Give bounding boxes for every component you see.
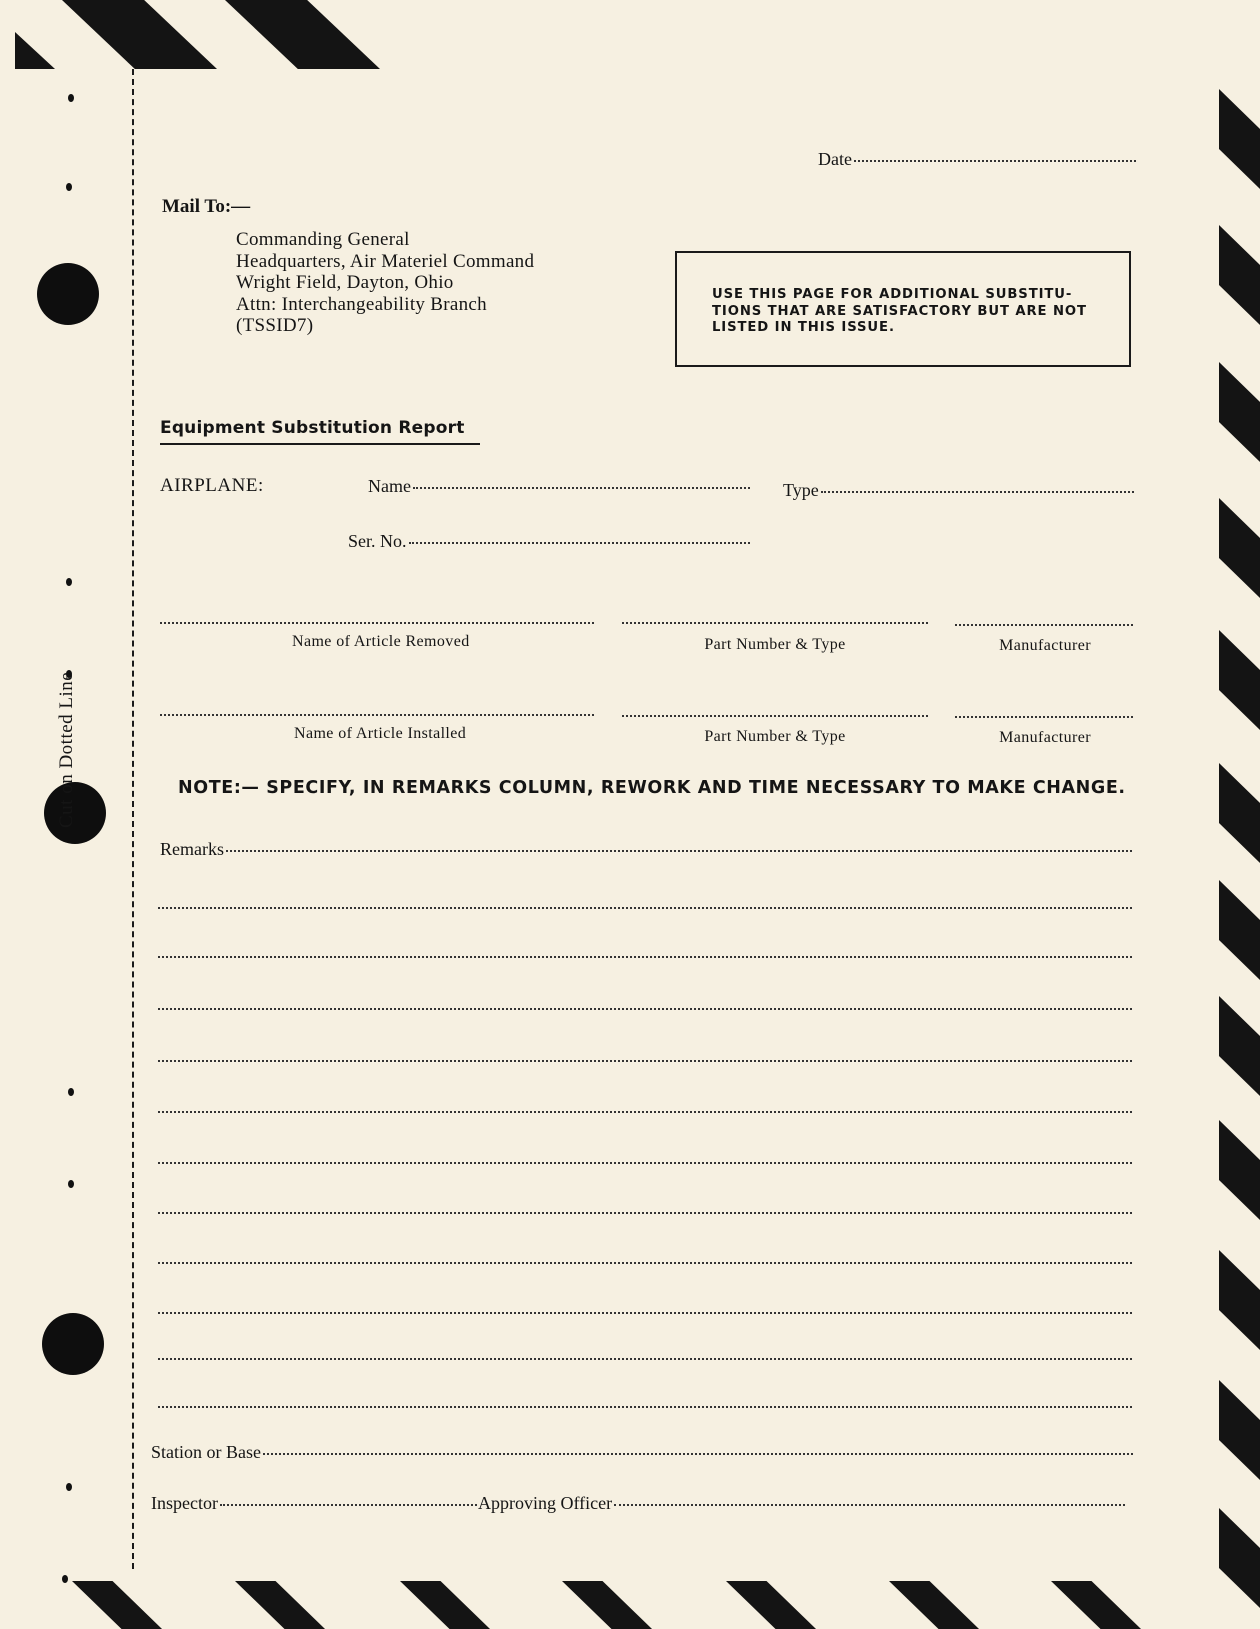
type-input-line[interactable] xyxy=(821,491,1134,493)
hatch-stripe-right xyxy=(1219,1250,1260,1350)
remarks-input-line[interactable] xyxy=(158,907,1132,909)
approving-officer-field[interactable] xyxy=(478,1493,1125,1514)
hatch-stripe-right xyxy=(1219,1380,1260,1480)
report-title: Equipment Substitution Report xyxy=(160,418,480,445)
mail-to-heading: Mail To:— xyxy=(162,196,251,217)
address-line: Headquarters, Air Materiel Command xyxy=(236,250,535,272)
hatch-stripe-right xyxy=(1219,225,1260,325)
remarks-input-line[interactable] xyxy=(158,1212,1132,1214)
hatch-stripe-bottom xyxy=(235,1581,325,1629)
date-input-line[interactable] xyxy=(854,160,1136,162)
date-field[interactable] xyxy=(818,149,1136,170)
remarks-input-line[interactable] xyxy=(226,850,1132,852)
notice-line: USE THIS PAGE FOR ADDITIONAL SUBSTITU- xyxy=(712,287,1073,302)
name-label: Name xyxy=(368,476,411,496)
remarks-input-line[interactable] xyxy=(158,956,1132,958)
ser-no-label: Ser. No. xyxy=(348,531,407,551)
installed-part-caption: Part Number & Type xyxy=(704,728,846,745)
removed-manufacturer-input-line[interactable] xyxy=(955,624,1133,626)
removed-part-input-line[interactable] xyxy=(622,622,928,624)
hatch-stripe-bottom xyxy=(72,1581,162,1629)
remarks-input-line[interactable] xyxy=(158,1060,1132,1062)
address-line: Attn: Interchangeability Branch xyxy=(236,293,487,315)
hatch-stripe-bottom xyxy=(1051,1581,1141,1629)
ser-no-input-line[interactable] xyxy=(409,542,751,544)
remarks-input-line[interactable] xyxy=(158,1358,1132,1360)
speck xyxy=(66,1483,72,1491)
hatch-stripe-right xyxy=(1219,498,1260,598)
instruction-notice-box xyxy=(675,251,1131,367)
inspector-label: Inspector xyxy=(151,1493,218,1513)
installed-manufacturer-caption: Manufacturer xyxy=(999,729,1091,746)
remarks-input-line[interactable] xyxy=(158,1162,1132,1164)
speck xyxy=(62,1575,68,1583)
approving-officer-label: Approving Officer xyxy=(478,1493,613,1513)
speck xyxy=(68,1088,74,1096)
binder-hole xyxy=(37,263,99,325)
approving-officer-input-line[interactable] xyxy=(614,1504,1125,1506)
hatch-stripe-right xyxy=(1219,362,1260,462)
remarks-input-line[interactable] xyxy=(158,1008,1132,1010)
remarks-label: Remarks xyxy=(160,839,224,859)
installed-manufacturer-input-line[interactable] xyxy=(955,716,1133,718)
speck xyxy=(66,578,72,586)
inspector-field[interactable] xyxy=(151,1493,477,1514)
airplane-name-field[interactable] xyxy=(368,476,750,497)
station-input-line[interactable] xyxy=(263,1453,1133,1455)
remarks-input-line[interactable] xyxy=(158,1312,1132,1314)
hatch-stripe-right xyxy=(1219,880,1260,980)
speck xyxy=(68,1180,74,1188)
installed-name-input-line[interactable] xyxy=(160,714,594,716)
hatch-stripe-right xyxy=(1219,763,1260,863)
address-line: Commanding General xyxy=(236,229,410,250)
perforation-cut-line xyxy=(132,69,134,1569)
hatch-stripe-bottom xyxy=(562,1581,652,1629)
hatch-stripe-bottom xyxy=(400,1581,490,1629)
remarks-input-line[interactable] xyxy=(158,1111,1132,1113)
remarks-input-line[interactable] xyxy=(158,1262,1132,1264)
hatch-stripe-top xyxy=(62,0,217,69)
removed-part-caption: Part Number & Type xyxy=(704,636,846,653)
name-input-line[interactable] xyxy=(413,487,750,489)
hatch-stripe-right xyxy=(1219,630,1260,730)
notice-text xyxy=(712,287,1112,337)
remarks-input-line[interactable] xyxy=(158,1406,1132,1408)
hatch-stripe-right xyxy=(1219,996,1260,1096)
hatch-stripe-right xyxy=(1219,1508,1260,1608)
notice-line: TIONS THAT ARE SATISFACTORY BUT ARE NOT xyxy=(712,303,1087,319)
removed-name-caption: Name of Article Removed xyxy=(292,633,470,650)
inspector-input-line[interactable] xyxy=(220,1504,477,1506)
mailing-address xyxy=(236,229,534,337)
speck xyxy=(66,183,72,191)
instruction-note: NOTE:— SPECIFY, IN REMARKS COLUMN, REWORK AND TIME NECESSARY TO MAKE CHANGE. xyxy=(178,778,1126,798)
hatch-stripe-bottom xyxy=(889,1581,979,1629)
speck xyxy=(68,94,74,102)
hatch-stripe-top-corner xyxy=(15,32,55,69)
removed-name-input-line[interactable] xyxy=(160,622,594,624)
address-line: Wright Field, Dayton, Ohio xyxy=(236,272,454,293)
date-label: Date xyxy=(818,149,852,169)
removed-manufacturer-caption: Manufacturer xyxy=(999,637,1091,654)
binder-hole xyxy=(42,1313,104,1375)
station-label: Station or Base xyxy=(151,1442,261,1462)
type-label: Type xyxy=(783,480,819,500)
airplane-label: AIRPLANE: xyxy=(160,475,264,496)
installed-part-input-line[interactable] xyxy=(622,715,928,717)
cut-on-dotted-line-label: Cut on Dotted Line xyxy=(56,671,77,828)
address-line: (TSSID7) xyxy=(236,315,314,336)
hatch-stripe-right xyxy=(1219,89,1260,189)
serial-number-field[interactable] xyxy=(348,531,750,552)
station-field[interactable] xyxy=(151,1442,1133,1463)
remarks-field[interactable] xyxy=(160,839,1132,860)
hatch-stripe-top xyxy=(225,0,380,69)
hatch-stripe-bottom xyxy=(726,1581,816,1629)
installed-name-caption: Name of Article Installed xyxy=(294,725,467,742)
hatch-stripe-right xyxy=(1219,1120,1260,1220)
notice-line: LISTED IN THIS ISSUE. xyxy=(712,320,895,335)
airplane-type-field[interactable] xyxy=(783,480,1134,501)
